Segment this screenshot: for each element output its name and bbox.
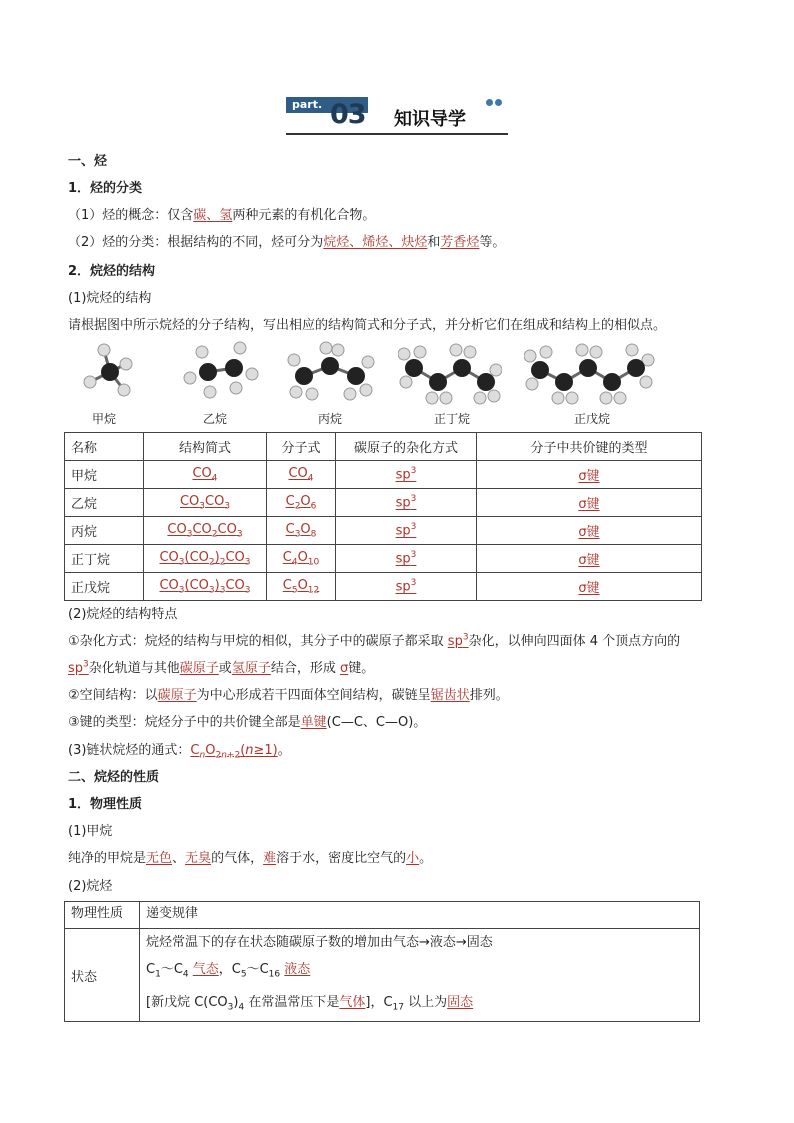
cell-bond: σ键: [477, 545, 702, 573]
table-row: [65, 461, 702, 489]
sub-structure: 2．烷烃的结构: [68, 264, 156, 279]
cell-bond: σ键: [477, 461, 702, 489]
ethane-model: [180, 338, 260, 416]
propane-model: [286, 338, 376, 416]
pentane-model: [524, 338, 656, 416]
cell-hyb: $sp^3$: [336, 517, 477, 545]
banner-rule: [286, 133, 508, 135]
th-hybrid: 碳原子的杂化方式: [336, 433, 477, 461]
para-concept: （1）烃的概念：仅含碳、氢两种元素的有机化合物。: [68, 208, 376, 223]
drops-icon: [486, 95, 504, 110]
banner-number: 03: [330, 99, 366, 130]
para-hybrid: ①杂化方式：烷烃的结构与甲烷的相似，其分子中的碳原子都采取 $sp^3$杂化，以伸向四面体 4 个顶点方向的: [68, 632, 681, 649]
cell-hyb: $sp^3$: [336, 489, 477, 517]
th-formula: 结构简式: [144, 433, 267, 461]
banner-part-label: part.: [286, 97, 368, 113]
cell-formula: $CO_3(CO_3)_3CO_3$: [144, 573, 267, 601]
caption-ethane: 乙烷: [203, 412, 228, 426]
intro-paragraph: 请根据图中所示烷烃的分子结构，写出相应的结构简式和分子式，并分析它们在组成和结构上的相似点。: [68, 318, 667, 333]
table-row: [65, 545, 702, 573]
banner-title: 知识导学: [394, 109, 466, 130]
cell-hyb: $sp^3$: [336, 545, 477, 573]
th-property: 物理性质: [65, 902, 140, 929]
section-banner: [286, 95, 508, 137]
cell-mf: $C_4O_{10}$: [267, 545, 336, 573]
para-hybrid-cont: $sp^3$杂化轨道与其他碳原子或氢原子结合，形成 σ键。: [68, 659, 375, 676]
cell-name: 正丁烷: [65, 545, 144, 573]
alkane-structure-table: [64, 432, 702, 601]
methane-model: [80, 338, 140, 416]
table-header-row: [65, 902, 700, 929]
caption-methane: 甲烷: [92, 412, 117, 426]
state-line-1: 烷烃常温下的存在状态随碳原子数的增加由气态→液态→固态: [146, 935, 493, 950]
th-name: 名称: [65, 433, 144, 461]
cell-mf: $C_3O_8$: [267, 517, 336, 545]
state-line-2: $C_1\sim C_4$ 气态，$C_5\sim C_{16}$ 液态: [146, 962, 311, 980]
state-line-3: [新戊烷 $C(CO_3)_4$ 在常温常压下是气体]，$C_{17}$ 以上为固态: [146, 994, 474, 1013]
cell-bond: σ键: [477, 489, 702, 517]
heading-properties: 二、烷烃的性质: [68, 770, 160, 785]
cell-name: 乙烷: [65, 489, 144, 517]
heading-hydrocarbon: 一、烃: [68, 154, 108, 169]
cell-mf: $C_5O_{12}$: [267, 573, 336, 601]
cell-mf: $CO_4$: [267, 461, 336, 489]
cell-hyb: $sp^3$: [336, 461, 477, 489]
table-row: [65, 489, 702, 517]
caption-propane: 丙烷: [318, 412, 343, 426]
sub-alkanes: (2)烷烃: [68, 879, 113, 894]
para-classify: （2）烃的分类：根据结构的不同，烃可分为烷烃、烯烃、炔烃和芳香烃等。: [68, 235, 506, 250]
th-bond: 分子中共价键的类型: [477, 433, 702, 461]
cell-mf: $C_2O_6$: [267, 489, 336, 517]
sub-classification: 1．烃的分类: [68, 181, 143, 196]
physical-property-table: [64, 901, 700, 1022]
para-space: ②空间结构：以碳原子为中心形成若干四面体空间结构，碳链呈锯齿状排列。: [68, 688, 509, 703]
cell-state-rule: [140, 929, 700, 1022]
para-bond-type: ③键的类型：烷烃分子中的共价键全部是单键(C—C、C—O)。: [68, 715, 427, 730]
cell-formula: $CO_3CO_3$: [144, 489, 267, 517]
sub-methane: (1)甲烷: [68, 824, 113, 839]
cell-hyb: $sp^3$: [336, 573, 477, 601]
th-rule: 递变规律: [140, 902, 700, 929]
sub-structure-1: (1)烷烃的结构: [68, 291, 152, 306]
table-row: [65, 573, 702, 601]
sub-physical: 1．物理性质: [68, 797, 143, 812]
cell-name: 正戊烷: [65, 573, 144, 601]
cell-bond: σ键: [477, 573, 702, 601]
table-header-row: [65, 433, 702, 461]
th-molecular: 分子式: [267, 433, 336, 461]
cell-bond: σ键: [477, 517, 702, 545]
cell-name: 甲烷: [65, 461, 144, 489]
cell-formula: $CO_3(CO_2)_2CO_3$: [144, 545, 267, 573]
caption-butane: 正丁烷: [434, 412, 471, 426]
cell-formula: $CO_3CO_2CO_3$: [144, 517, 267, 545]
table-row: [65, 929, 700, 1022]
sub-features: (2)烷烃的结构特点: [68, 607, 178, 622]
butane-model: [398, 338, 502, 416]
cell-state-label: 状态: [65, 929, 140, 1022]
para-methane: 纯净的甲烷是无色、无臭的气体，难溶于水，密度比空气的小。: [68, 851, 433, 866]
para-general-formula: (3)链状烷烃的通式：$C_nO_{2n+2}(n\ge 1)$。: [68, 743, 291, 761]
cell-formula: $CO_4$: [144, 461, 267, 489]
table-row: [65, 517, 702, 545]
cell-name: 丙烷: [65, 517, 144, 545]
caption-pentane: 正戊烷: [574, 412, 611, 426]
